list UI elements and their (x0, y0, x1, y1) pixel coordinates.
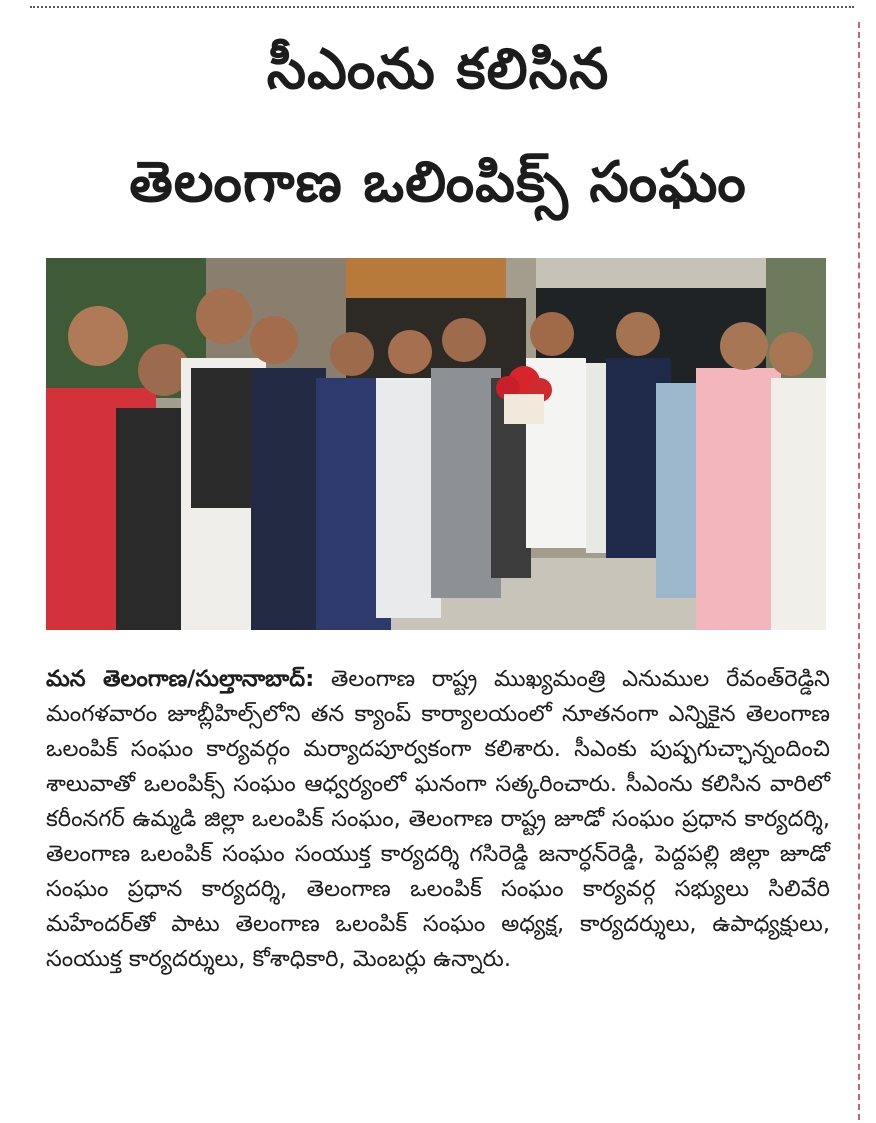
headline-line-2: తెలంగాణ ఒలింపిక్స్ సంఘం (129, 150, 747, 215)
dateline: మన తెలంగాణ/సుల్తానాబాద్: (46, 666, 315, 692)
article-body (46, 662, 830, 977)
news-photo (46, 258, 826, 630)
column-divider-rule (858, 22, 860, 1120)
headline-line-1: సీఎంను కలిసిన (266, 37, 610, 102)
top-dotted-rule (30, 6, 854, 8)
article-text: తెలంగాణ రాష్ట్ర ముఖ్యమంత్రి ఎనుముల రేవంత్‌రెడ్డిని మంగళవారం జూబ్లీహిల్స్‌లోని తన క్యాంప్ కార్యాలయంలో నూతనంగా ఎన్నికైన తెలంగాణ ఒలంపిక్ సంఘం కార్యవర్గం మర్యాదపూర్వకంగా కలిశారు. సీఎంకు పుష్పగుచ్ఛాన్నందించి శాలువాతో ఒలంపిక్స్ సంఘం ఆధ్వర్యంలో ఘనంగా సత్కరించారు. సీఎంను కలిసిన వారిలో కరీంనగర్ ఉమ్మడి జిల్లా ఒలంపిక్ సంఘం, తెలంగాణ రాష్ట్ర జూడో సంఘం ప్రధాన కార్యదర్శి, తెలంగాణ ఒలంపిక్ సంఘం సంయుక్త కార్యదర్శి గసిరెడ్డి జనార్ధన్‌రెడ్డి, పెద్దపల్లి జిల్లా జూడో సంఘం ప్రధాన కార్యదర్శి, తెలంగాణ ఒలంపిక్ సంఘం కార్యవర్గ సభ్యులు సిలివేరి మహేందర్‌తో పాటు తెలంగాణ ఒలంపిక్ సంఘం అధ్యక్ష, కార్యదర్శులు, ఉపాధ్యక్షులు, సంయుక్త కార్యదర్శులు, కోశాధికారి, మెంబర్లు ఉన్నారు. (46, 666, 830, 972)
